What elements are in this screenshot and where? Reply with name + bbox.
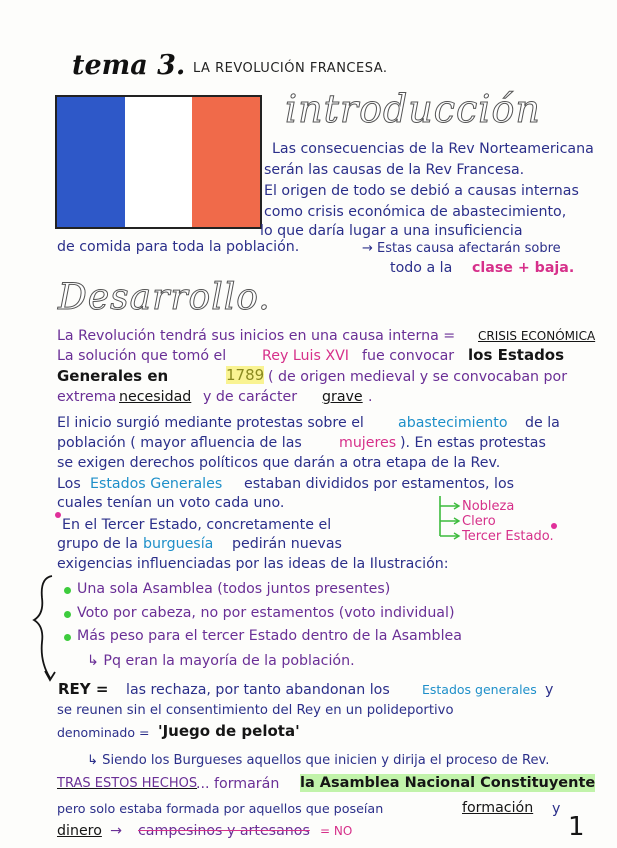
flag-blue-stripe [57,97,125,227]
dev-p3b: 1789 [226,366,265,384]
intro-line-2: serán las causas de la Rev Francesa. [264,162,525,178]
dev-p3a: Generales en [57,367,169,385]
tras-line-b: ... formarán [196,776,280,792]
dinero-line-c: campesinos y artesanos [138,823,310,839]
dev-p8b: Estados Generales [90,476,223,492]
rey-line-1c: y [545,682,554,698]
intro-line-7a: todo a la [390,260,453,276]
dev-p2d: los Estados [468,346,565,364]
dev-p10: En el Tercer Estado, concretamente el [62,517,332,533]
bullet-item: Una sola Asamblea (todos juntos presentes) [77,581,391,597]
dev-p1b: CRISIS ECONÓMICA [478,329,596,343]
tras-line-c: la Asamblea Nacional Constituyente [300,775,596,791]
dev-p2a: La solución que tomó el [57,348,227,364]
dev-p12: exigencias influenciadas por las ideas de la Ilustración: [57,556,449,572]
estamento-item: Clero [462,514,496,529]
rey-line-2: se reunen sin el consentimiento del Rey en un polideportivo [57,703,454,718]
intro-line-1: Las consecuencias de la Rev Norteamericana [272,141,594,157]
intro-heading: introducción [285,87,541,131]
dev-p6c: ). En estas protestas [400,435,546,451]
rey-line-3a: denominado = [57,725,150,740]
bullet-icon [64,587,71,594]
dinero-line-a: dinero [57,823,102,839]
dev-p6b: mujeres [339,435,397,451]
pink-dot-icon [551,523,557,529]
dev-p4b: necesidad [119,389,192,405]
bullet-item: Voto por cabeza, no por estamentos (voto individual) [77,605,455,621]
intro-line-6: de comida para toda la población. [57,239,300,255]
bullet-item: Más peso para el tercer Estado dentro de la Asamblea [77,628,462,644]
rey-line-1b: Estados generales [422,682,537,697]
intro-line-5: lo que daría lugar a una insuficiencia [260,223,523,239]
dinero-line-b: → [110,823,122,839]
dev-p5a: El inicio surgió mediante protestas sobre el [57,415,364,431]
estamento-item: Tercer Estado. [462,529,554,544]
title-tema: tema 3. [72,50,186,81]
dev-p3c: ( de origen medieval y se convocaban por [268,369,568,385]
intro-line-7b: clase + baja. [472,260,575,276]
intro-line-3: El origen de todo se debió a causas internas [264,183,579,199]
french-flag-image [55,95,262,229]
pero-line-b: formación [462,800,534,816]
dev-p1a: La Revolución tendrá sus inicios en una causa interna = [57,328,456,344]
siendo-line: ↳ Siendo los Burgueses aquellos que inicien y dirija el proceso de Rev. [87,753,550,768]
flag-red-stripe [192,97,260,227]
dev-p8c: estaban divididos por estamentos, los [244,476,515,492]
bullet-sub-item: ↳ Pq eran la mayoría de la población. [87,653,355,669]
rey-label: REY = [58,680,109,698]
dev-p2c: fue convocar [362,348,455,364]
rey-line-1a: las rechaza, por tanto abandonan los [126,682,390,698]
dev-p5c: de la [525,415,560,431]
dev-p5b: abastecimiento [398,415,508,431]
dev-p9: cuales tenían un voto cada uno. [57,495,285,511]
desarrollo-heading: Desarrollo. [58,277,271,318]
dev-p4d: grave [322,389,363,405]
dev-p11c: pedirán nuevas [232,536,342,552]
dev-p6a: población ( mayor afluencia de las [57,435,302,451]
pink-dot-icon [55,512,61,518]
dev-p4a: extrema [57,389,117,405]
intro-line-4: como crisis económica de abastecimiento, [264,204,567,220]
pero-line-a: pero solo estaba formada por aquellos que poseían [57,801,384,816]
dev-p2b: Rey Luis XVI [262,348,349,364]
dev-p8a: Los [57,476,81,492]
page-number: 1 [568,812,585,842]
bullet-icon [64,611,71,618]
dev-p4c: y de carácter [203,389,298,405]
dev-p7: se exigen derechos políticos que darán a otra etapa de la Rev. [57,455,501,471]
bracket-arrow-icon [28,570,68,692]
bullet-icon [64,634,71,641]
estamento-item: Nobleza [462,499,515,514]
dev-p4e: . [368,389,373,405]
title-topic: LA REVOLUCIÓN FRANCESA. [193,61,388,76]
tras-line-a: TRAS ESTOS HECHOS [57,776,198,791]
flag-white-stripe [125,97,193,227]
dev-p11b: burguesía [143,536,214,552]
intro-line-6b: → Estas causa afectarán sobre [362,241,561,256]
rey-line-3b: 'Juego de pelota' [158,722,300,740]
pero-line-c: y [552,801,561,817]
dev-p11a: grupo de la [57,536,138,552]
dinero-line-d: = NO [320,824,353,838]
